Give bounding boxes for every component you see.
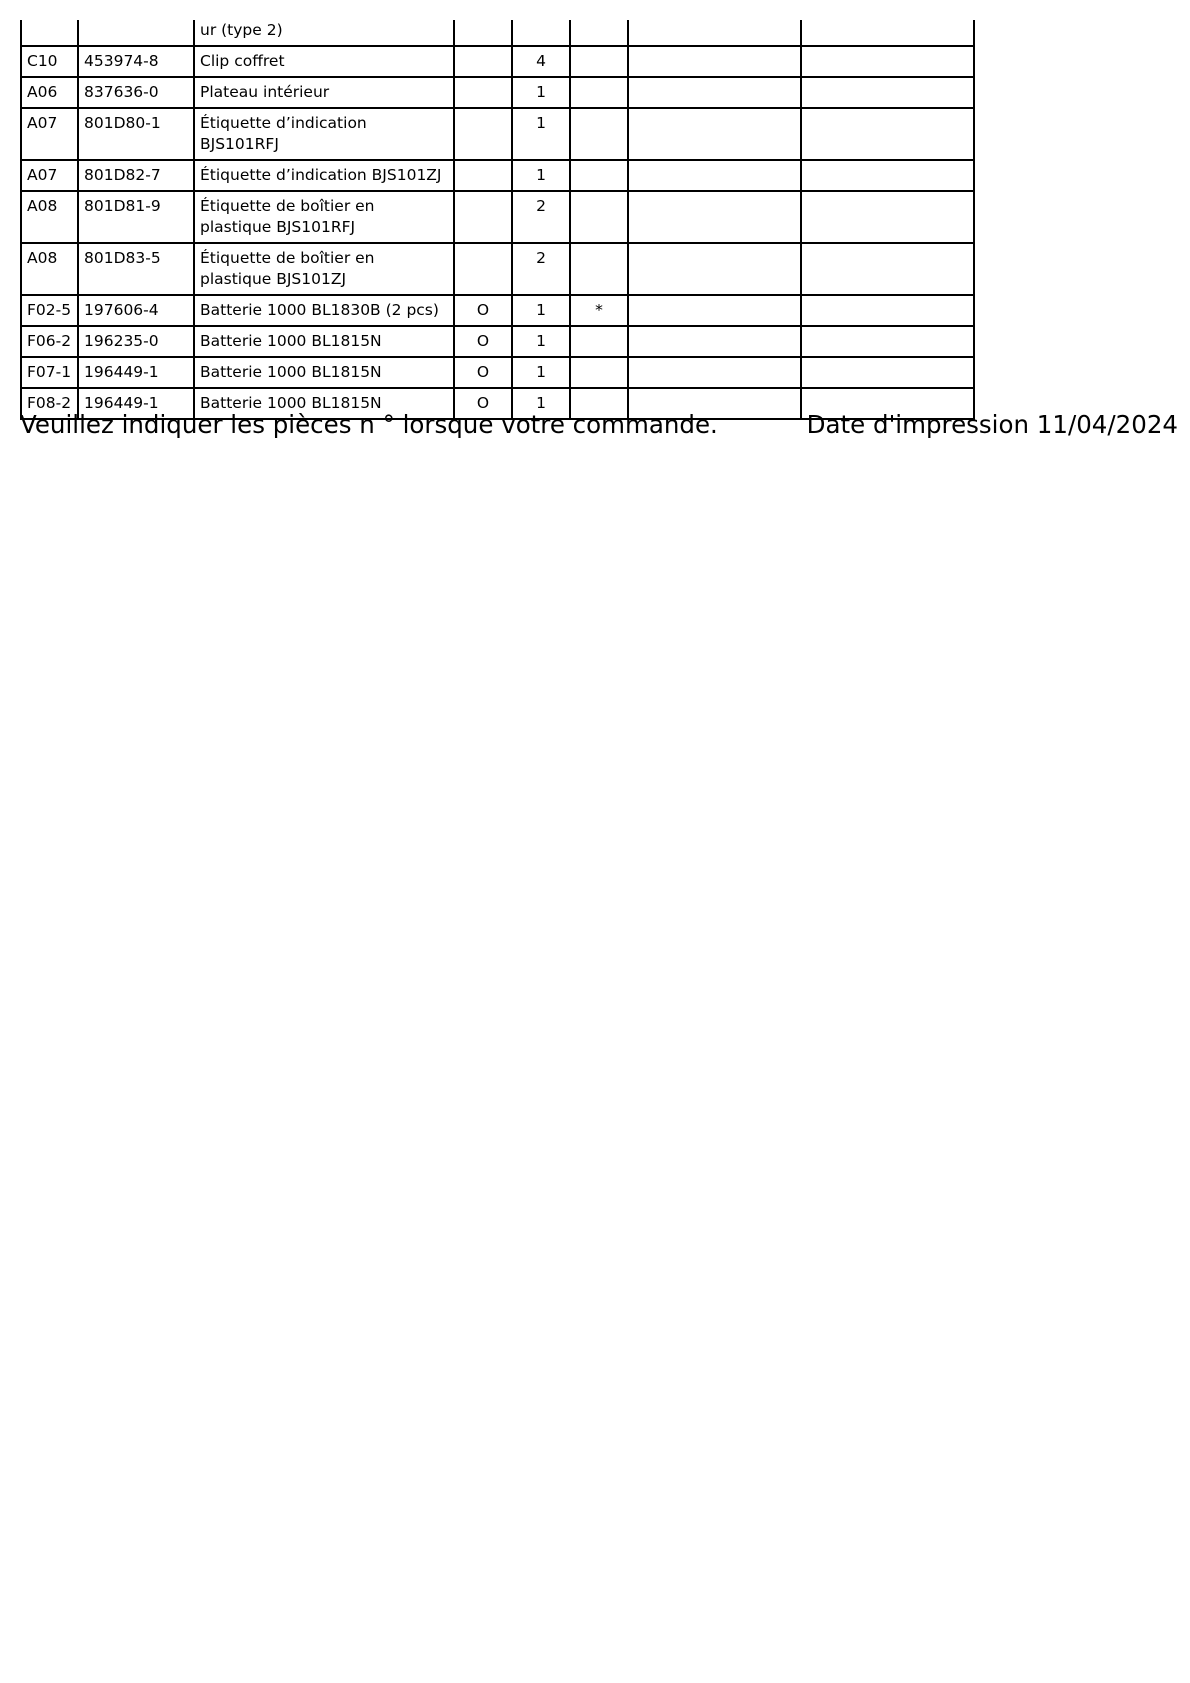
cell-blank [801, 20, 974, 46]
cell-option [454, 108, 512, 160]
table-row [21, 326, 974, 357]
cell-ref: F08-2 [21, 388, 78, 419]
table-row [21, 357, 974, 388]
cell-ref: A07 [21, 160, 78, 191]
cell-description: Étiquette de boîtier en plastique BJS101RFJ [194, 191, 454, 243]
cell-ref: F02-5 [21, 295, 78, 326]
cell-quantity: 1 [512, 77, 570, 108]
cell-part-number: 801D82-7 [78, 160, 194, 191]
cell-blank [628, 357, 801, 388]
cell-note [570, 77, 628, 108]
cell-blank [801, 77, 974, 108]
cell-note [570, 108, 628, 160]
cell-blank [628, 295, 801, 326]
cell-quantity: 1 [512, 108, 570, 160]
cell-blank [628, 191, 801, 243]
cell-ref: F07-1 [21, 357, 78, 388]
cell-part-number: 453974-8 [78, 46, 194, 77]
cell-description: Batterie 1000 BL1815N [194, 388, 454, 419]
cell-description: Étiquette d’indication BJS101RFJ [194, 108, 454, 160]
cell-quantity: 1 [512, 160, 570, 191]
cell-note [570, 191, 628, 243]
cell-ref [21, 20, 78, 46]
cell-part-number: 801D81-9 [78, 191, 194, 243]
table-row [21, 295, 974, 326]
cell-part-number [78, 20, 194, 46]
cell-blank [801, 243, 974, 295]
cell-quantity: 2 [512, 191, 570, 243]
cell-description: Batterie 1000 BL1815N [194, 326, 454, 357]
order-instruction-note: Veuillez indiquer les pièces n ° lorsque votre commande. [20, 410, 718, 439]
cell-description: ur (type 2) [194, 20, 454, 46]
cell-note [570, 20, 628, 46]
cell-blank [628, 243, 801, 295]
cell-note [570, 326, 628, 357]
cell-blank [801, 46, 974, 77]
cell-blank [628, 77, 801, 108]
cell-note [570, 46, 628, 77]
cell-ref: A08 [21, 243, 78, 295]
cell-option [454, 20, 512, 46]
cell-blank [628, 108, 801, 160]
cell-blank [801, 160, 974, 191]
cell-part-number: 196235-0 [78, 326, 194, 357]
cell-note [570, 357, 628, 388]
table-row [21, 191, 974, 243]
table-row [21, 160, 974, 191]
cell-quantity: 1 [512, 388, 570, 419]
cell-ref: F06-2 [21, 326, 78, 357]
table-row [21, 108, 974, 160]
cell-quantity [512, 20, 570, 46]
cell-option: O [454, 388, 512, 419]
cell-part-number: 801D80-1 [78, 108, 194, 160]
cell-blank [628, 326, 801, 357]
cell-note: * [570, 295, 628, 326]
cell-blank [801, 191, 974, 243]
cell-quantity: 2 [512, 243, 570, 295]
cell-option [454, 191, 512, 243]
cell-quantity: 4 [512, 46, 570, 77]
cell-description: Étiquette de boîtier en plastique BJS101ZJ [194, 243, 454, 295]
cell-blank [801, 295, 974, 326]
cell-blank [628, 46, 801, 77]
cell-option [454, 46, 512, 77]
cell-option [454, 243, 512, 295]
cell-ref: A06 [21, 77, 78, 108]
cell-description: Batterie 1000 BL1830B (2 pcs) [194, 295, 454, 326]
cell-description: Étiquette d’indication BJS101ZJ [194, 160, 454, 191]
cell-blank [628, 20, 801, 46]
cell-part-number: 837636-0 [78, 77, 194, 108]
table-row [21, 46, 974, 77]
cell-part-number: 197606-4 [78, 295, 194, 326]
cell-note [570, 160, 628, 191]
cell-part-number: 801D83-5 [78, 243, 194, 295]
cell-ref: A07 [21, 108, 78, 160]
cell-ref: C10 [21, 46, 78, 77]
cell-blank [628, 160, 801, 191]
table-row [21, 77, 974, 108]
cell-description: Clip coffret [194, 46, 454, 77]
cell-blank [801, 326, 974, 357]
cell-description: Batterie 1000 BL1815N [194, 357, 454, 388]
cell-quantity: 1 [512, 295, 570, 326]
parts-table [20, 20, 975, 420]
cell-option [454, 160, 512, 191]
print-date: Date d'impression 11/04/2024 [806, 410, 1178, 439]
cell-part-number: 196449-1 [78, 388, 194, 419]
cell-quantity: 1 [512, 326, 570, 357]
cell-option: O [454, 357, 512, 388]
cell-quantity: 1 [512, 357, 570, 388]
cell-blank [801, 357, 974, 388]
cell-blank [801, 108, 974, 160]
cell-note [570, 243, 628, 295]
cell-description: Plateau intérieur [194, 77, 454, 108]
cell-ref: A08 [21, 191, 78, 243]
table-row [21, 243, 974, 295]
cell-option: O [454, 295, 512, 326]
cell-option [454, 77, 512, 108]
cell-part-number: 196449-1 [78, 357, 194, 388]
table-row [21, 20, 974, 46]
parts-table-body [21, 20, 974, 419]
cell-option: O [454, 326, 512, 357]
